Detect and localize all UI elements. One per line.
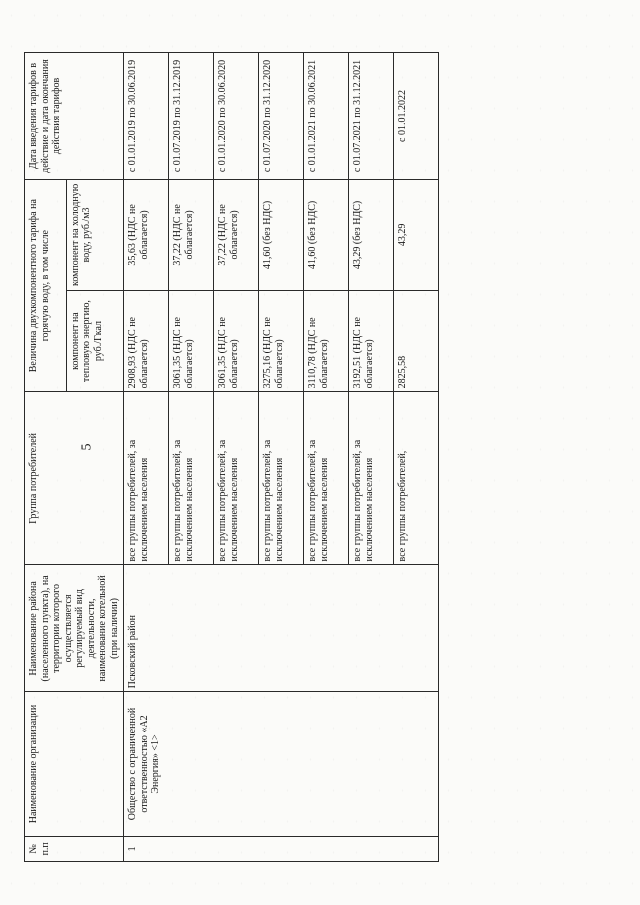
group-cell: все группы потребителей, за исключением населения xyxy=(304,392,349,565)
date-cell: с 01.01.2019 по 30.06.2019 xyxy=(124,53,169,180)
date-cell: с 01.01.2021 по 30.06.2021 xyxy=(304,53,349,180)
raion-name: Псковский район xyxy=(124,565,439,692)
org-name: Общество с ограниченной ответственностью «А2 Энергия» <1> xyxy=(124,692,439,836)
date-cell: с 01.07.2019 по 31.12.2019 xyxy=(169,53,214,180)
header-water: компонент на холодную воду, руб./м3 xyxy=(66,180,123,291)
row-number: 1 xyxy=(124,836,439,861)
heat-cell: 3192,51 (НДС не облагается) xyxy=(349,290,394,392)
water-cell: 35,63 (НДС не облагается) xyxy=(124,180,169,291)
heat-cell: 3275,16 (НДС не облагается) xyxy=(259,290,304,392)
header-raion: Наименование района (населенного пункта), на территории которого осуществляется регулируемый вид деятельности, наименование котельной (при наличии) xyxy=(25,565,124,692)
heat-cell: 2908,93 (НДС не облагается) xyxy=(124,290,169,392)
header-heat: компонент на тепловую энергию, руб./Гкал xyxy=(66,290,123,392)
water-cell: 41,60 (без НДС) xyxy=(304,180,349,291)
water-cell: 43,29 (без НДС) xyxy=(349,180,394,291)
group-cell: все группы потребителей, за исключением населения xyxy=(124,392,169,565)
rotated-document-sheet xyxy=(0,42,439,892)
group-cell: все группы потребителей, за исключением населения xyxy=(169,392,214,565)
water-cell: 37,22 (НДС не облагается) xyxy=(214,180,259,291)
group-cell: все группы потребителей, за исключением населения xyxy=(259,392,304,565)
tariff-table xyxy=(24,52,439,862)
header-date: Дата введения тарифов в действие и дата окончания действия тарифов xyxy=(25,53,124,180)
heat-cell: 2825,58 xyxy=(394,290,439,392)
water-cell: 37,22 (НДС не облагается) xyxy=(169,180,214,291)
date-cell: с 01.07.2021 по 31.12.2021 xyxy=(349,53,394,180)
date-cell: с 01.01.2020 по 30.06.2020 xyxy=(214,53,259,180)
group-cell: все группы потребителей, xyxy=(394,392,439,565)
water-cell: 41,60 (без НДС) xyxy=(259,180,304,291)
header-tariff: Величина двухкомпонентного тарифа на горячую воду, в том числе xyxy=(25,180,67,392)
header-group: Группа потребителей xyxy=(25,392,124,565)
group-cell: все группы потребителей, за исключением населения xyxy=(349,392,394,565)
date-cell: с 01.01.2022 xyxy=(394,53,439,180)
group-cell: все группы потребителей, за исключением населения xyxy=(214,392,259,565)
heat-cell: 3110,78 (НДС не облагается) xyxy=(304,290,349,392)
header-org: Наименование организации xyxy=(25,692,124,836)
date-cell: с 01.07.2020 по 31.12.2020 xyxy=(259,53,304,180)
header-num: № п.п xyxy=(25,836,124,861)
table-header-row xyxy=(25,53,67,862)
table-row xyxy=(124,53,169,862)
water-cell: 43,29 xyxy=(394,180,439,291)
heat-cell: 3061,35 (НДС не облагается) xyxy=(169,290,214,392)
heat-cell: 3061,35 (НДС не облагается) xyxy=(214,290,259,392)
page-number: 5 xyxy=(79,443,95,451)
